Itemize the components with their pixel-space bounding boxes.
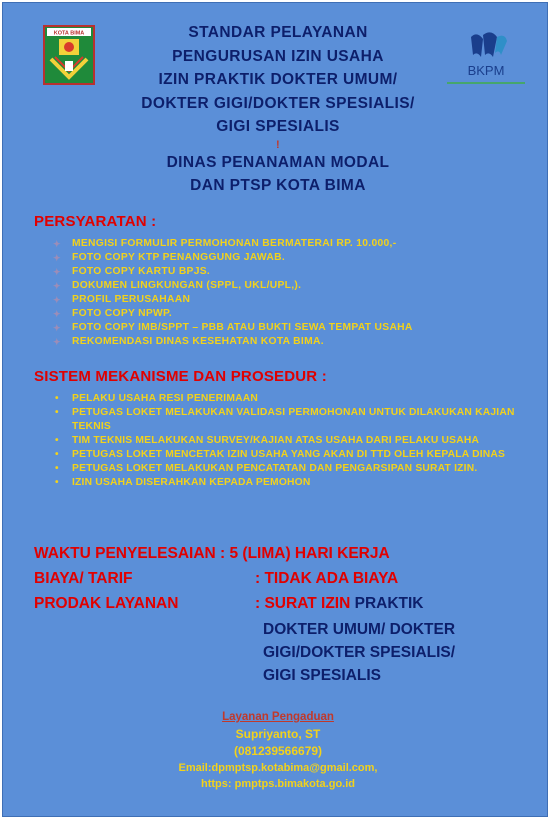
bkpm-label: BKPM <box>467 63 505 78</box>
list-item: ✦ FOTO COPY IMB/SPPT – PBB ATAU BUKTI SEWA TEMPAT USAHA <box>53 322 413 333</box>
bullet-icon: ✦ <box>53 253 61 263</box>
contact-name: Supriyanto, ST <box>235 727 321 741</box>
list-item: ✦ DOKUMEN LINGKUNGAN (SPPL, UKL/UPL,). <box>53 280 302 291</box>
bullet-icon: ✦ <box>53 267 61 277</box>
prodak-line: GIGI/DOKTER SPESIALIS/ <box>263 644 456 661</box>
prodak-line: DOKTER UMUM/ DOKTER <box>263 621 456 638</box>
title-line: DAN PTSP KOTA BIMA <box>190 177 366 194</box>
list-item: • PELAKU USAHA RESI PENERIMAAN <box>55 393 259 404</box>
list-item: • TIM TEKNIS MELAKUKAN SURVEY/KAJIAN ATAS USAHA DARI PELAKU USAHA <box>55 435 480 446</box>
waktu-value: : 5 (LIMA) HARI KERJA <box>220 545 390 562</box>
list-item: ✦ FOTO COPY NPWP. <box>53 308 173 319</box>
prodak-value-navy: PRAKTIK <box>350 595 424 612</box>
list-item: • IZIN USAHA DISERAHKAN KEPADA PEMOHON <box>55 477 311 488</box>
prodak-value-red: : SURAT IZIN <box>255 595 351 612</box>
list-item: ✦ REKOMENDASI DINAS KESEHATAN KOTA BIMA. <box>53 336 324 347</box>
contact-website: https: pmptps.bimakota.go.id <box>201 778 355 790</box>
list-item: ✦ FOTO COPY KARTU BPJS. <box>53 266 211 277</box>
title-line: GIGI SPESIALIS <box>216 118 340 135</box>
emblem-label: KOTA BIMA <box>53 30 85 37</box>
bullet-icon: • <box>55 407 59 418</box>
title-line: IZIN PRAKTIK DOKTER UMUM/ <box>158 71 398 88</box>
bullet-icon: • <box>55 435 59 446</box>
list-item: ✦ FOTO COPY KTP PENANGGUNG JAWAB. <box>53 252 285 263</box>
biaya-row <box>34 570 132 588</box>
prodak-line: GIGI SPESIALIS <box>263 667 381 684</box>
bullet-icon: ✦ <box>53 337 61 347</box>
persyaratan-heading: PERSYARATAN : <box>34 213 157 230</box>
prodak-label: PRODAK LAYANAN <box>34 595 179 612</box>
persyaratan-list <box>51 237 531 349</box>
title-line: DINAS PENANAMAN MODAL <box>166 153 390 171</box>
bullet-icon: ✦ <box>53 295 61 305</box>
biaya-label: BIAYA/ TARIF <box>34 570 133 587</box>
prodak-value <box>255 595 424 613</box>
bullet-icon: ✦ <box>53 239 61 249</box>
bullet-icon: • <box>55 449 59 460</box>
biaya-value: : TIDAK ADA BIAYA <box>255 570 399 587</box>
mekanisme-list <box>51 392 521 490</box>
list-item: ✦ MENGISI FORMULIR PERMOHONAN BERMATERAI RP. 10.000,- <box>53 238 397 249</box>
bullet-icon: • <box>55 463 59 474</box>
contact-email: Email:dpmptsp.kotabima@gmail.com, <box>178 762 378 774</box>
contact-phone: (081239566679) <box>233 744 323 758</box>
bullet-icon: • <box>55 393 59 404</box>
mekanisme-heading: SISTEM MEKANISME DAN PROSEDUR : <box>34 368 327 385</box>
list-item: • PETUGAS LOKET MELAKUKAN PENCATATAN DAN PENGARSIPAN SURAT IZIN. <box>55 463 478 474</box>
title-line: DOKTER GIGI/DOKTER SPESIALIS/ <box>141 94 415 112</box>
list-item: • PETUGAS LOKET MELAKUKAN VALIDASI PERMOHONAN UNTUK DILAKUKAN KAJIAN TEKNIS <box>55 407 515 432</box>
list-item: • PETUGAS LOKET MENCETAK IZIN USAHA YANG AKAN DI TTD OLEH KEPALA DINAS <box>55 449 506 460</box>
poster <box>2 2 548 817</box>
bullet-icon: ✦ <box>53 323 61 333</box>
contact-block <box>103 709 453 792</box>
bullet-icon: ✦ <box>53 281 61 291</box>
waktu-row <box>34 545 390 563</box>
title-line: PENGURUSAN IZIN USAHA <box>172 47 384 65</box>
title-separator: ! <box>275 138 281 151</box>
waktu-label: WAKTU PENYELESAIAN <box>34 545 216 562</box>
list-item: ✦ PROFIL PERUSAHAAN <box>53 294 191 305</box>
page-title <box>63 21 493 198</box>
bullet-icon: ✦ <box>53 309 61 319</box>
contact-heading: Layanan Pengaduan <box>222 711 334 723</box>
title-line: STANDAR PELAYANAN <box>188 24 368 41</box>
bullet-icon: • <box>55 477 59 488</box>
